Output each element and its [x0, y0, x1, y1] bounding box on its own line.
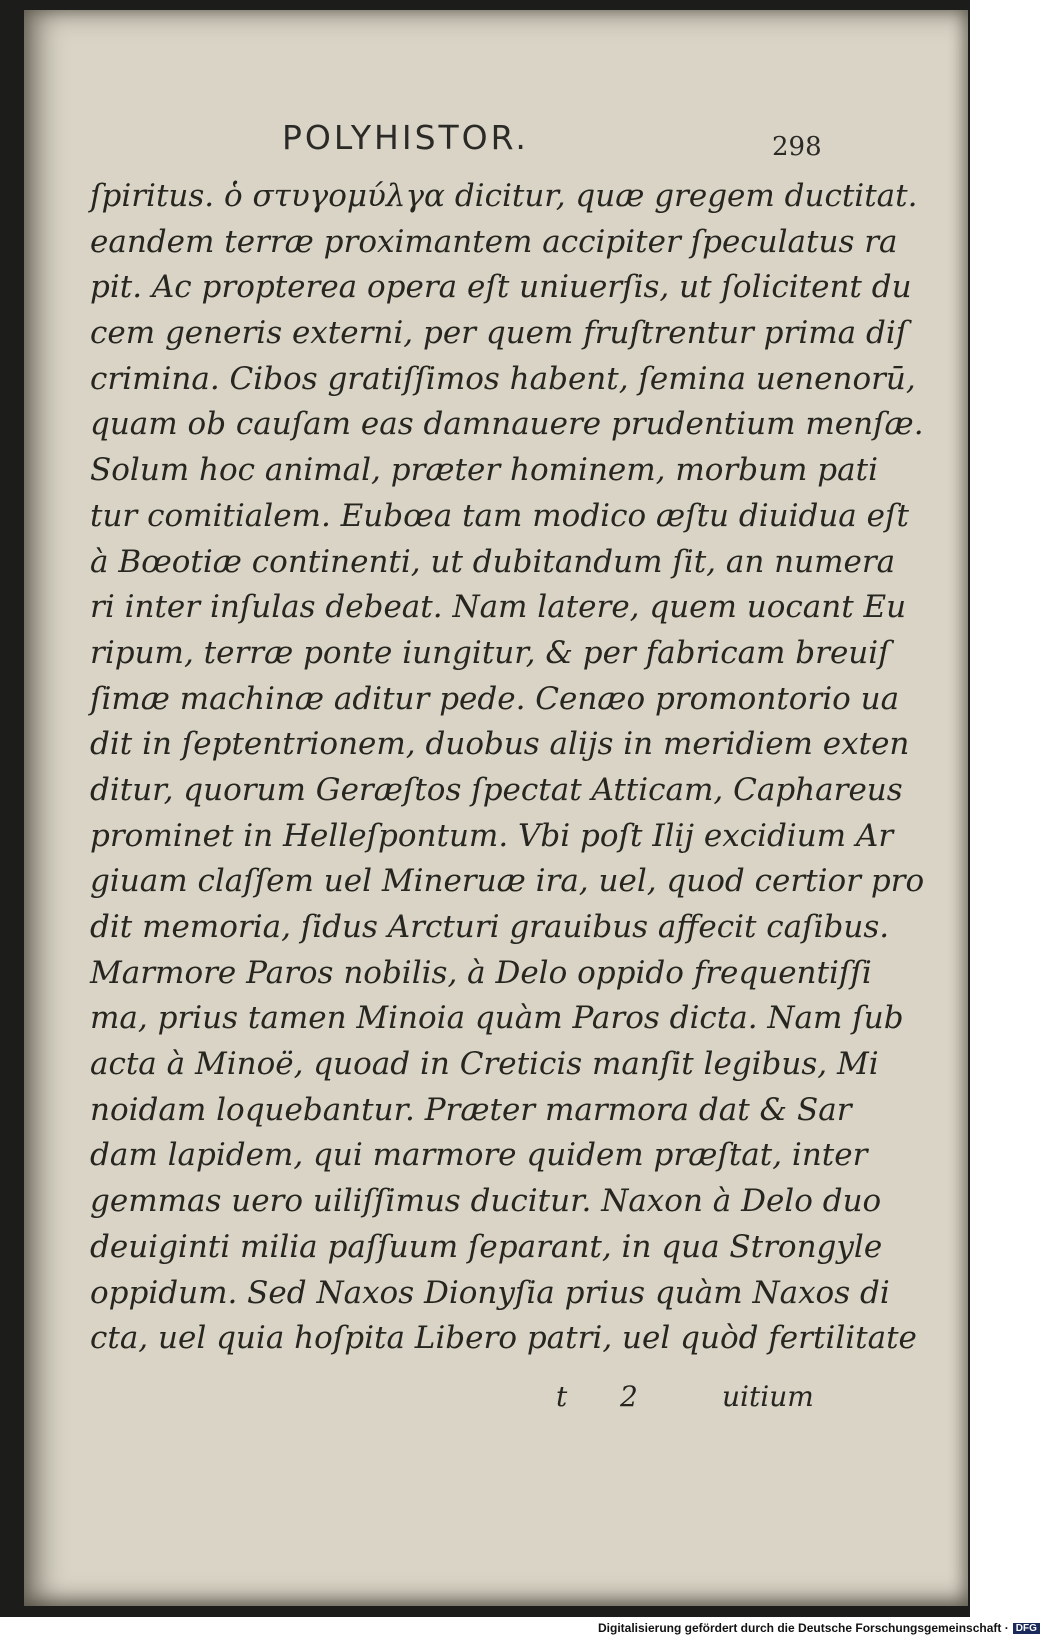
text-line: acta à Minoë, quoad in Creticis manſit legibus, Mi: [90, 1046, 879, 1083]
text-line: à Bœotiæ continenti, ut dubitandum ſit, an numera: [90, 543, 896, 580]
text-line: Solum hoc animal, præter hominem, morbum pati: [90, 452, 879, 489]
text-line: dit memoria, ſidus Arcturi grauibus affecit caſibus.: [90, 909, 890, 945]
text-line: ditur, quorum Geræſtos ſpectat Atticam, Caphareus: [90, 771, 903, 808]
text-line: prominet in Helleſpontum. Vbi poſt Ilij excidium Ar: [90, 817, 894, 854]
text-line: pit. Ac propterea opera eſt uniuerſis, ut ſolicitent du: [90, 269, 912, 306]
text-line: ri inter inſulas debeat. Nam latere, quem uocant Eu: [90, 589, 907, 626]
text-line: cem generis externi, per quem fruſtrentur prima diſ: [90, 315, 908, 352]
text-line: Marmore Paros nobilis, à Delo oppido frequentiſſi: [90, 954, 872, 991]
text-line: giuam claſſem uel Mineruæ ira, uel, quod certior pro: [90, 863, 925, 900]
book-page: [24, 10, 968, 1606]
text-line: ſpiritus. ὁ στυγομύλγα dicitur, quæ gregem ductitat.: [90, 178, 918, 214]
text-line: ripum, terræ ponte iungitur, & per fabricam breuiſ: [90, 634, 890, 671]
text-line: dam lapidem, qui marmore quidem præſtat, inter: [90, 1137, 868, 1174]
text-line: quam ob cauſam eas damnauere prudentium menſæ.: [90, 406, 924, 443]
footer-text: Digitalisierung gefördert durch die Deutsche Forschungsgemeinschaft ·: [598, 1621, 1009, 1635]
text-line: cta, uel quia hoſpita Libero patri, uel quòd fertilitate: [90, 1320, 917, 1357]
text-line: deuiginti milia paſſuum ſeparant, in qua Strongyle: [90, 1228, 883, 1265]
text-line: gemmas uero uiliſſimus ducitur. Naxon à Delo duo: [90, 1183, 882, 1220]
text-line: ſimæ machinæ aditur pede. Cenæo promontorio ua: [90, 680, 900, 717]
catchword: uitium: [722, 1380, 814, 1413]
signature-number: 2: [620, 1380, 638, 1413]
page-number: 298: [772, 132, 822, 162]
text-line: oppidum. Sed Naxos Dionyſia prius quàm Naxos di: [90, 1274, 890, 1311]
funding-footer: [598, 1621, 1040, 1635]
dfg-logo: DFG: [1013, 1623, 1040, 1634]
text-line: noidam loquebantur. Præter marmora dat & Sar: [90, 1091, 852, 1128]
text-line: dit in ſeptentrionem, duobus alijs in meridiem exten: [90, 726, 910, 763]
text-line: crimina. Cibos gratiſſimos habent, ſemina uenenorū,: [90, 360, 916, 397]
text-line: tur comitialem. Eubœa tam modico æſtu diuidua eſt: [90, 497, 909, 534]
running-head: POLYHISTOR.: [282, 118, 529, 157]
signature-mark: t: [556, 1380, 568, 1413]
body-text: [90, 174, 925, 1362]
text-line: ma, prius tamen Minoia quàm Paros dicta. Nam ſub: [90, 1000, 904, 1037]
text-line: eandem terræ proximantem accipiter ſpeculatus ra: [90, 223, 898, 260]
